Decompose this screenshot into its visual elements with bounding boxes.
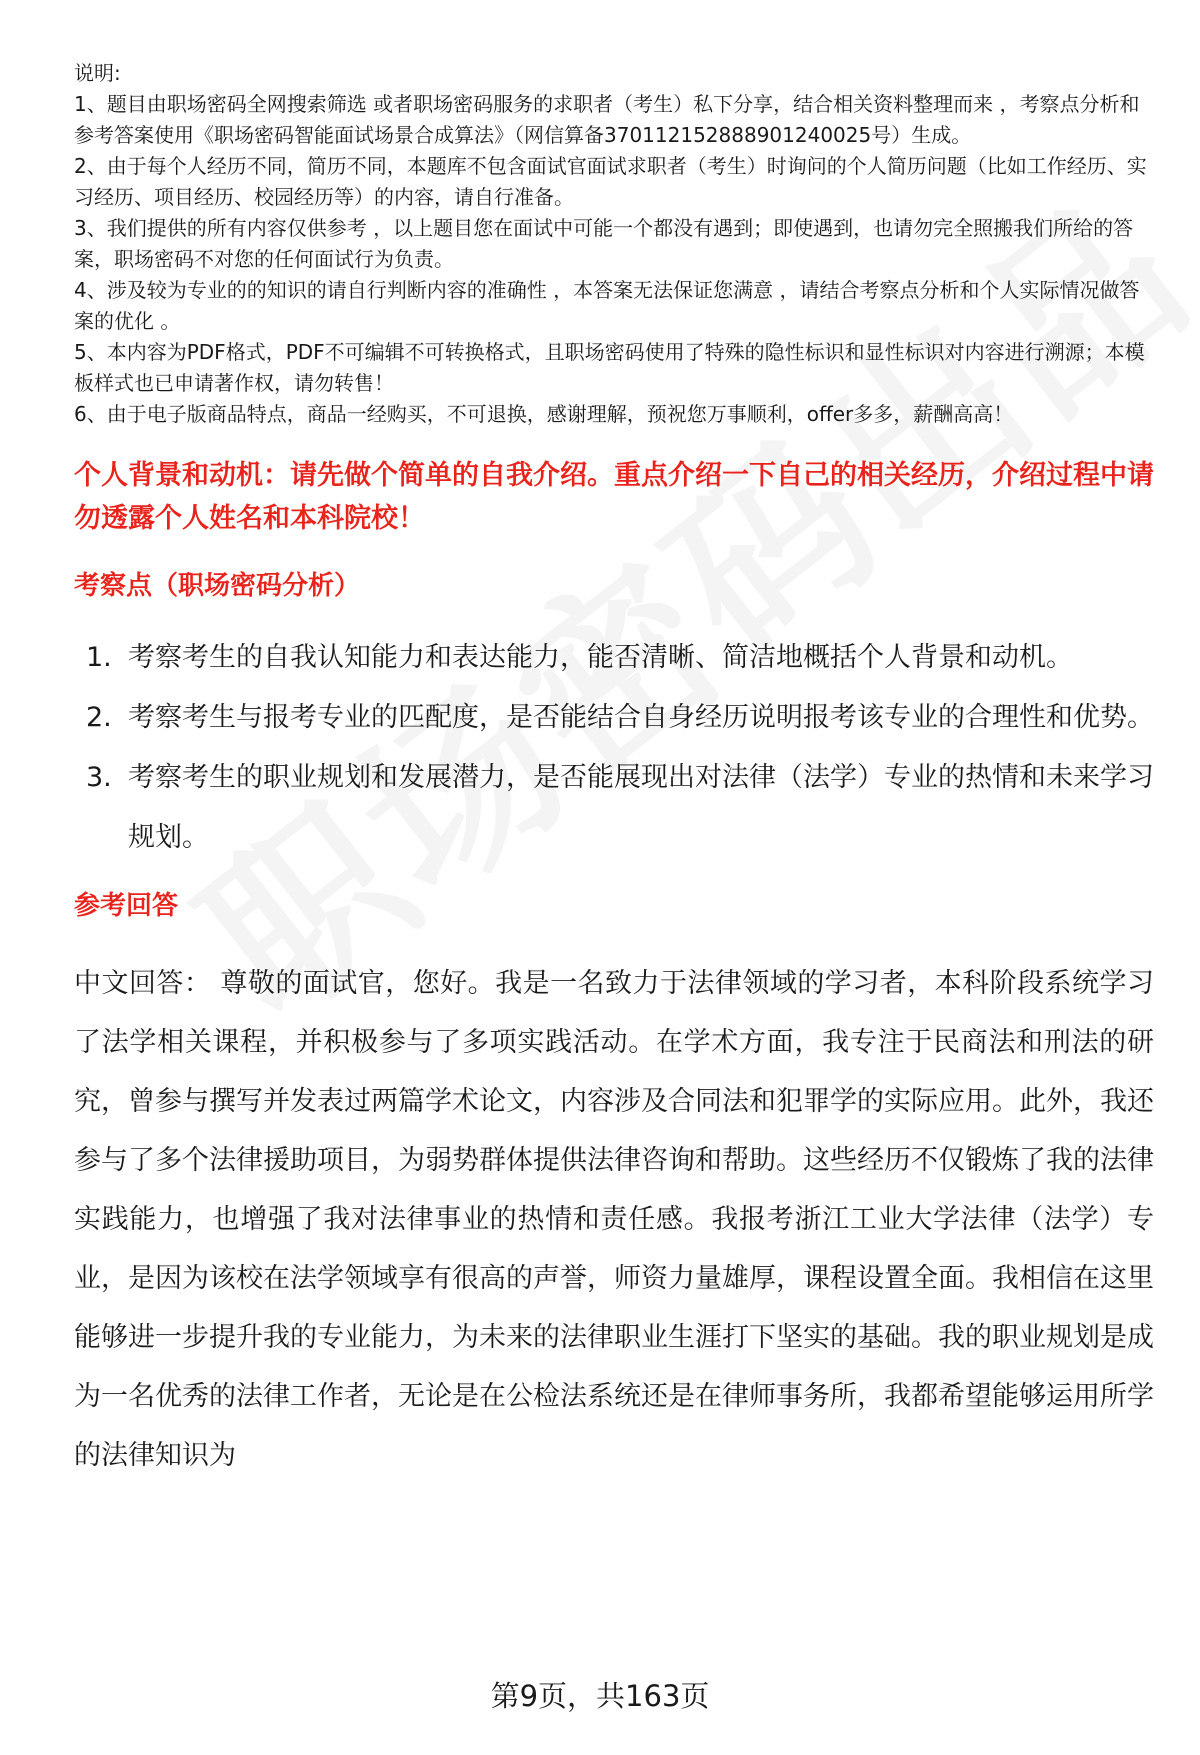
analysis-title: 考察点（职场密码分析） bbox=[74, 571, 361, 601]
reference-title: 参考回答 bbox=[74, 891, 179, 921]
point-number: 2. bbox=[86, 702, 112, 733]
analysis-point bbox=[74, 688, 1154, 748]
analysis-points bbox=[74, 628, 1154, 868]
page-content bbox=[74, 58, 1154, 1485]
point-text: 考察考生的职业规划和发展潜力，是否能展现出对法律（法学）专业的热情和未来学习规划。 bbox=[128, 762, 1154, 853]
notes-heading: 说明: bbox=[74, 61, 121, 85]
note-item: 5、本内容为PDF格式，PDF不可编辑不可转换格式，且职场密码使用了特殊的隐性标识和显性标识对内容进行溯源；本模板样式也已申请著作权，请勿转售！ bbox=[74, 340, 1145, 395]
page-number: 第9页，共163页 bbox=[490, 1679, 710, 1713]
point-number: 3. bbox=[86, 762, 112, 793]
analysis-point bbox=[74, 628, 1154, 688]
point-text: 考察考生与报考专业的匹配度，是否能结合自身经历说明报考该专业的合理性和优势。 bbox=[128, 702, 1154, 733]
notes-block bbox=[74, 58, 1154, 430]
note-item: 3、我们提供的所有内容仅供参考 ，以上题目您在面试中可能一个都没有遇到；即使遇到，也请勿完全照搬我们所给的答案，职场密码不对您的任何面试行为负责。 bbox=[74, 216, 1134, 271]
point-text: 考察考生的自我认知能力和表达能力，能否清晰、简洁地概括个人背景和动机。 bbox=[128, 642, 1073, 673]
note-item: 2、由于每个人经历不同，简历不同，本题库不包含面试官面试求职者（考生）时询问的个人简历问题（比如工作经历、实习经历、项目经历、校园经历等）的内容，请自行准备。 bbox=[74, 154, 1147, 209]
point-number: 1. bbox=[86, 642, 112, 673]
question-title: 个人背景和动机：请先做个简单的自我介绍。重点介绍一下自己的相关经历，介绍过程中请勿透露个人姓名和本科院校！ bbox=[74, 460, 1154, 534]
reference-answer: 中文回答： 尊敬的面试官，您好。我是一名致力于法律领域的学习者，本科阶段系统学习了法学相关课程，并积极参与了多项实践活动。在学术方面，我专注于民商法和刑法的研究，曾参与撰写并发表过两篇学术论文，内容涉及合同法和犯罪学的实际应用。此外，我还参与了多个法律援助项目，为弱势群体提供法律咨询和帮助。这些经历不仅锻炼了我的法律实践能力，也增强了我对法律事业的热情和责任感。我报考浙江工业大学法律（法学）专业，是因为该校在法学领域享有很高的声誉，师资力量雄厚，课程设置全面。我相信在这里能够进一步提升我的专业能力，为未来的法律职业生涯打下坚实的基础。我的职业规划是成为一名优秀的法律工作者，无论是在公检法系统还是在律师事务所，我都希望能够运用所学的法律知识为 bbox=[74, 968, 1154, 1471]
note-item: 1、题目由职场密码全网搜索筛选 或者职场密码服务的求职者（考生）私下分享，结合相关资料整理而来 ，考察点分析和参考答案使用《职场密码智能面试场景合成算法》（网信算备370112152888901240025号）生成。 bbox=[74, 92, 1140, 147]
analysis-point bbox=[74, 748, 1154, 868]
note-item: 4、涉及较为专业的的知识的请自行判断内容的准确性 ，本答案无法保证您满意 ，请结合考察点分析和个人实际情况做答案的优化 。 bbox=[74, 278, 1140, 333]
note-item: 6、由于电子版商品特点，商品一经购买，不可退换，感谢理解，预祝您万事顺利，offer多多，薪酬高高！ bbox=[74, 402, 1014, 426]
